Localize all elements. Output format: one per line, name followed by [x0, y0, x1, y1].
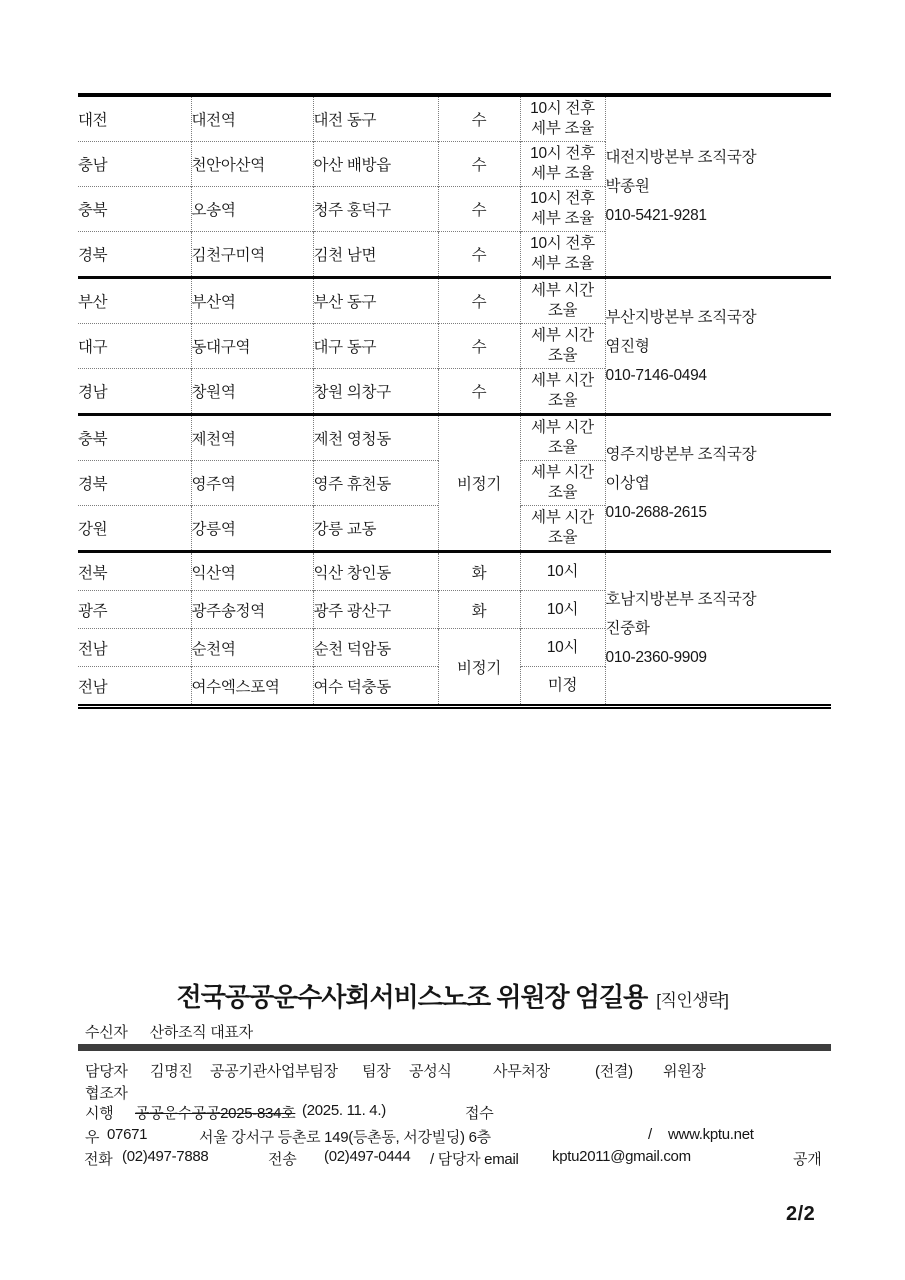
station-cell: 광주송정역 [191, 591, 313, 629]
region-cell: 대구 [78, 324, 191, 369]
location-cell: 강릉 교동 [313, 506, 438, 552]
day-cell: 화 [438, 591, 520, 629]
station-cell: 제천역 [191, 415, 313, 461]
location-cell: 제천 영청동 [313, 415, 438, 461]
approver1: 사무처장 [493, 1063, 550, 1080]
day-cell: 수 [438, 278, 520, 324]
station-cell: 순천역 [191, 629, 313, 667]
table-row [78, 552, 831, 591]
region-cell: 충남 [78, 142, 191, 187]
time-cell: 10시 [520, 591, 605, 629]
region-cell: 대전 [78, 112, 108, 129]
location-cell: 아산 배방읍 [313, 142, 438, 187]
disclosure-label: 공개 [793, 1151, 822, 1168]
document-date: (2025. 11. 4.) [302, 1102, 386, 1119]
location-cell: 순천 덕암동 [313, 629, 438, 667]
slash-separator: / [648, 1126, 652, 1143]
table-row [78, 97, 831, 142]
reviewer-name: 공성식 [409, 1063, 452, 1080]
station-cell: 부산역 [191, 278, 313, 324]
region-cell: 전남 [78, 629, 191, 667]
station-cell: 오송역 [191, 187, 313, 232]
location-cell: 영주 휴천동 [313, 461, 438, 506]
region-cell: 광주 [78, 591, 191, 629]
approver2: 위원장 [663, 1063, 706, 1080]
time-cell: 세부 시간 조율 [520, 369, 605, 415]
location-cell: 김천 남면 [313, 232, 438, 278]
schedule-table [78, 93, 831, 709]
time-cell: 10시 전후 세부 조율 [520, 97, 605, 142]
day-cell: 수 [438, 324, 520, 369]
region-cell: 경북 [78, 461, 191, 506]
station-cell: 동대구역 [191, 324, 313, 369]
location-cell: 청주 홍덕구 [313, 187, 438, 232]
region-cell: 전북 [78, 552, 191, 591]
divider-bar [78, 1044, 831, 1051]
email-label: / 담당자 email [430, 1151, 519, 1168]
union-president-signature: 전국공공운수사회서비스노조 위원장 엄길용 [176, 982, 648, 1012]
station-cell: 강릉역 [191, 506, 313, 552]
phone-number: (02)497-7888 [122, 1148, 209, 1165]
station-cell: 여수엑스포역 [191, 667, 313, 705]
postal-label: 우 [85, 1129, 100, 1146]
time-cell: 세부 시간 조율 [520, 506, 605, 552]
email-address: kptu2011@gmail.com [552, 1148, 691, 1165]
location-cell: 익산 창인동 [313, 552, 438, 591]
website-link: www.kptu.net [668, 1126, 754, 1143]
time-cell: 미정 [520, 667, 605, 705]
document-number: 공공운수공공2025-834호 [135, 1105, 296, 1122]
location-cell: 광주 광산구 [313, 591, 438, 629]
station-cell: 영주역 [191, 461, 313, 506]
time-cell: 세부 시간 조율 [520, 461, 605, 506]
stamp-omitted-note: [직인생략] [656, 991, 729, 1010]
day-cell: 수 [438, 232, 520, 278]
cooperator-label: 협조자 [85, 1085, 128, 1102]
time-cell: 10시 전후 세부 조율 [520, 187, 605, 232]
approval-note: (전결) [595, 1063, 633, 1080]
contact-cell: 대전지방본부 조직국장 박종원 010-5421-9281 [605, 97, 831, 278]
table-row [78, 415, 831, 461]
contact-cell: 부산지방본부 조직국장 염진형 010-7146-0494 [605, 278, 831, 415]
station-cell: 대전역 [191, 97, 313, 142]
station-cell: 창원역 [191, 369, 313, 415]
time-cell: 10시 [520, 629, 605, 667]
table-row [78, 278, 831, 324]
drafter-name: 김명진 [150, 1063, 193, 1080]
address: 서울 강서구 등촌로 149(등촌동, 서강빌딩) 6층 [199, 1129, 491, 1146]
drafter-title: 공공기관사업부팀장 [210, 1063, 338, 1080]
day-cell: 화 [438, 552, 520, 591]
cooperator-line [0, 1082, 905, 1100]
time-cell: 10시 전후 세부 조율 [520, 232, 605, 278]
location-cell: 대구 동구 [313, 324, 438, 369]
time-cell: 세부 시간 조율 [520, 278, 605, 324]
contact-line [0, 1148, 905, 1166]
page-number: 2/2 [786, 1203, 816, 1225]
location-cell: 대전 동구 [313, 97, 438, 142]
receipt-label: 접수 [465, 1105, 494, 1122]
location-cell: 여수 덕충동 [313, 667, 438, 705]
station-cell: 김천구미역 [191, 232, 313, 278]
issue-label: 시행 [85, 1105, 114, 1122]
recipient-label: 수신자 [85, 1024, 128, 1041]
day-cell: 수 [438, 97, 520, 142]
address-line [0, 1126, 905, 1144]
day-cell-merged: 비정기 [438, 629, 520, 705]
region-cell: 경남 [78, 369, 191, 415]
region-cell: 충북 [78, 187, 191, 232]
postal-code: 07671 [107, 1126, 148, 1143]
contact-cell: 호남지방본부 조직국장 진중화 010-2360-9909 [605, 552, 831, 705]
region-cell: 경북 [78, 232, 191, 278]
region-cell: 충북 [78, 415, 191, 461]
fax-label: 전송 [268, 1151, 297, 1168]
contact-cell: 영주지방본부 조직국장 이상엽 010-2688-2615 [605, 415, 831, 552]
station-cell: 천안아산역 [191, 142, 313, 187]
time-cell: 10시 [520, 552, 605, 591]
time-cell: 세부 시간 조율 [520, 415, 605, 461]
region-cell: 전남 [78, 667, 191, 705]
phone-label: 전화 [84, 1151, 113, 1168]
reviewer-label: 팀장 [362, 1063, 391, 1080]
signature-line [0, 977, 905, 1014]
day-cell: 수 [438, 142, 520, 187]
day-cell-merged: 비정기 [438, 415, 520, 552]
region-cell: 부산 [78, 278, 191, 324]
time-cell: 세부 시간 조율 [520, 324, 605, 369]
location-cell: 부산 동구 [313, 278, 438, 324]
recipient-value: 산하조직 대표자 [149, 1024, 253, 1041]
time-cell: 10시 전후 세부 조율 [520, 142, 605, 187]
drafter-label: 담당자 [85, 1063, 128, 1080]
day-cell: 수 [438, 369, 520, 415]
day-cell: 수 [438, 187, 520, 232]
fax-number: (02)497-0444 [324, 1148, 411, 1165]
station-cell: 익산역 [191, 552, 313, 591]
issue-line [0, 1102, 905, 1120]
region-cell: 강원 [78, 506, 191, 552]
location-cell: 창원 의창구 [313, 369, 438, 415]
approval-line [0, 1060, 905, 1078]
